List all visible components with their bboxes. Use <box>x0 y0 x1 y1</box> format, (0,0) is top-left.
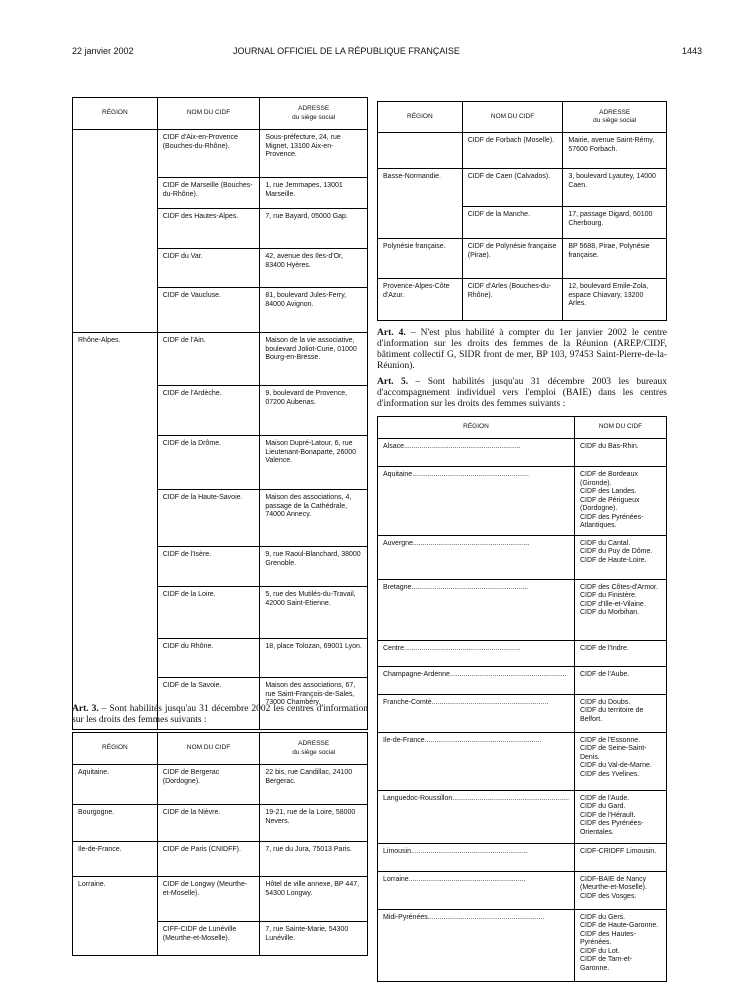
col-cidf: NOM DU CIDF <box>157 733 260 765</box>
table-row <box>378 133 667 169</box>
address-cell: Maison des associations, 67, rue Saint-François-de-Sales, 73000 Chambéry. <box>260 678 368 730</box>
region-cell <box>378 207 463 239</box>
col-cidf: NOM DU CIDF <box>462 102 563 133</box>
table-row <box>378 640 667 666</box>
address-cell: 18, place Tolozan, 69001 Lyon. <box>260 639 368 678</box>
region-label: Alsace <box>383 443 405 450</box>
cidf-cell: CIDF de l'Isère. <box>157 547 260 587</box>
region-cell <box>378 694 575 732</box>
cidf-entry: CIDF des Hautes-Pyrénées. <box>579 930 637 946</box>
region-cell <box>73 922 158 956</box>
cidf-cell <box>574 666 666 694</box>
table-row <box>378 279 667 321</box>
col-cidf: NOM DU CIDF <box>574 417 666 439</box>
table-row <box>378 579 667 640</box>
table-row <box>73 639 368 678</box>
cidf-cell: CIDF de l'Ardèche. <box>157 386 260 436</box>
region-cell <box>73 130 158 178</box>
table-row <box>73 178 368 209</box>
table-row <box>73 842 368 877</box>
leader-dots: ............................................................ <box>411 847 528 855</box>
region-label: Ile-de-France <box>383 736 425 744</box>
cidf-entry: CIDF du Gard. <box>579 803 626 810</box>
cidf-entry: CIDF du Val-de-Marne. <box>579 762 652 769</box>
region-cell <box>378 790 575 843</box>
region-cell <box>73 587 158 639</box>
cidf-entry: CIDF des Pyrénées-Orientales. <box>579 820 644 836</box>
region-cell <box>73 547 158 587</box>
cidf-cell: CIDF de Forbach (Moselle). <box>462 133 563 169</box>
cidf-entry: CIDF de Périgueux (Dordogne). <box>579 496 640 512</box>
table-row <box>73 765 368 805</box>
cidf-entry: CIDF de l'Aube. <box>579 670 630 678</box>
cidf-entry: CIDF des Yvelines. <box>579 770 640 778</box>
cidf-cell: CIDF de Bergerac (Dordogne). <box>157 765 260 805</box>
cidf-cell: CIDF de l'Ain. <box>157 333 260 386</box>
region-cell: Basse-Normandie. <box>378 169 463 207</box>
leader-dots: ............................................................ <box>404 644 521 652</box>
cidf-cell: CIDF de la Drôme. <box>157 436 260 490</box>
address-cell: 7, rue du Jura, 75013 Paris. <box>260 842 368 877</box>
cidf-entry: CIDF de Seine-Saint-Denis. <box>579 745 647 761</box>
address-cell: Maison de la vie associative, boulevard Joliot-Curie, 01000 Bourg-en-Bresse. <box>260 333 368 386</box>
cidf-entry: CIDF de Tarn-et-Garonne. <box>579 956 632 972</box>
cidf-entry: CIDF des Côtes-d'Armor. <box>579 583 658 591</box>
table-row <box>378 535 667 579</box>
address-cell: 22 bis, rue Candillac, 24100 Bergerac. <box>260 765 368 805</box>
region-cell <box>378 439 575 467</box>
cidf-cell: CIDF de Polynésie française (Pirae). <box>462 239 563 279</box>
table-row <box>378 843 667 871</box>
region-label: Bretagne <box>383 583 412 591</box>
cidf-entry: CIDF de l'Hérault. <box>579 811 636 819</box>
address-cell: Sous-préfecture, 24, rue Mignet, 13100 Aix-en-Provence. <box>260 130 368 178</box>
region-cell <box>378 909 575 981</box>
cidf-cell: CIDF du Rhône. <box>157 639 260 678</box>
cidf-entry: CIDF de l'Aude. <box>579 794 630 802</box>
address-cell: 81, boulevard Jules-Ferry, 84000 Avignon. <box>260 288 368 333</box>
region-cell <box>378 579 575 640</box>
region-cell <box>378 467 575 536</box>
table-row <box>378 239 667 279</box>
region-cell <box>73 436 158 490</box>
cidf-entry: CIDF des Vosges. <box>579 892 637 900</box>
cidf-cell: CIDF de Vaucluse. <box>157 288 260 333</box>
cidf-table-right <box>377 101 667 321</box>
cidf-cell: CIFF-CIDF de Lunéville (Meurthe-et-Moselle). <box>157 922 260 956</box>
article-3: Art. 3. – Sont habilités jusqu'au 31 décembre 2002 les centres d'information sur les droits des femmes suivants : <box>72 704 369 725</box>
cidf-table-left <box>72 97 368 730</box>
table-row <box>378 169 667 207</box>
region-cell <box>378 133 463 169</box>
cidf-entry: CIDF du Finistère. <box>579 592 637 599</box>
cidf-entry: CIDF de Haute-Loire. <box>579 556 647 564</box>
col-region: RÉGION <box>73 98 158 130</box>
cidf-entry: CIDF de Bordeaux (Gironde). <box>579 471 638 487</box>
table-row <box>378 467 667 536</box>
region-cell: Ile-de-France. <box>73 842 158 877</box>
table-row <box>73 130 368 178</box>
region-cell <box>73 490 158 547</box>
leader-dots: ............................................................ <box>411 583 529 591</box>
article-5: Art. 5. – Sont habilités jusqu'au 31 décembre 2003 les bureaux d'accompagnement individuel vers l'emploi (BAIE) dans les centres d'information sur les droits des femmes suivants : <box>377 377 667 409</box>
address-cell: 3, boulevard Lyautey, 14000 Caen. <box>563 169 667 207</box>
table-row <box>73 436 368 490</box>
address-cell: Maison Dupré-Latour, 6, rue Lieutenant-Bonaparte, 26000 Valence. <box>260 436 368 490</box>
address-cell: 7, rue Bayard, 05000 Gap. <box>260 209 368 249</box>
cidf-cell: CIDF des Hautes-Alpes. <box>157 209 260 249</box>
table-row <box>378 790 667 843</box>
address-cell: 42, avenue des Iles-d'Or, 83400 Hyères. <box>260 249 368 288</box>
col-adresse: ADRESSE du siège social <box>260 733 368 765</box>
region-cell <box>73 249 158 288</box>
region-cell: Rhône-Alpes. <box>73 333 158 386</box>
leader-dots: ............................................................ <box>412 471 529 478</box>
region-cell: Bourgogne. <box>73 805 158 842</box>
cidf-entry: CIDF du Bas-Rhin. <box>579 443 639 450</box>
region-label: Champagne-Ardenne <box>383 670 450 678</box>
cidf-cell <box>574 871 666 909</box>
address-cell: Maison des associations, 4, passage de la Cathédrale, 74000 Annecy. <box>260 490 368 547</box>
leader-dots: ............................................................ <box>412 539 530 547</box>
address-cell: 7, rue Sainte-Marie, 54300 Lunéville. <box>260 922 368 956</box>
leader-dots: ............................................................ <box>431 698 549 706</box>
cidf-cell: CIDF de Marseille (Bouches-du-Rhône). <box>157 178 260 209</box>
cidf-cell <box>574 535 666 579</box>
table-row <box>73 805 368 842</box>
region-label: Midi-Pyrénées <box>383 913 428 921</box>
address-cell: 9, boulevard de Provence, 07200 Aubenas. <box>260 386 368 436</box>
cidf-cell <box>574 640 666 666</box>
leader-dots: ............................................................ <box>404 443 521 450</box>
leader-dots: ............................................................ <box>408 875 526 883</box>
cidf-cell: CIDF de la Haute-Savoie. <box>157 490 260 547</box>
region-cell <box>378 871 575 909</box>
cidf-entry: CIDF de Haute-Garonne. <box>579 922 659 929</box>
table-row <box>378 732 667 790</box>
cidf-cell: CIDF de Longwy (Meurthe-et-Moselle). <box>157 877 260 922</box>
table-row <box>73 209 368 249</box>
table-row <box>73 877 368 922</box>
cidf-entry: CIDF de l'Essonne. <box>579 736 641 744</box>
cidf-cell <box>574 439 666 467</box>
cidf-entry: CIDF du territoire de Belfort. <box>579 707 644 723</box>
region-label: Limousin <box>383 847 412 855</box>
cidf-cell: CIDF du Var. <box>157 249 260 288</box>
cidf-cell <box>574 843 666 871</box>
cidf-cell: CIDF de la Manche. <box>462 207 563 239</box>
address-cell: 5, rue des Mutilés-du-Travail, 42000 Saint-Etienne. <box>260 587 368 639</box>
cidf-cell: CIDF de la Nièvre. <box>157 805 260 842</box>
cidf-cell <box>574 909 666 981</box>
table-row <box>73 587 368 639</box>
region-cell <box>378 640 575 666</box>
baie-table <box>377 416 667 982</box>
col-region: RÉGION <box>73 733 158 765</box>
region-cell <box>378 732 575 790</box>
region-cell: Lorraine. <box>73 877 158 922</box>
cidf-cell <box>574 732 666 790</box>
region-label: Lorraine <box>383 875 409 883</box>
leader-dots: ............................................................ <box>449 670 567 678</box>
address-cell: 12, boulevard Emile-Zola, espace Chiavary, 13200 Arles. <box>563 279 667 321</box>
cidf-entry: CIDF du Gers. <box>579 913 626 921</box>
table-row <box>73 288 368 333</box>
cidf-cell: CIDF de la Loire. <box>157 587 260 639</box>
region-label: Aquitaine <box>383 471 413 478</box>
table-row <box>378 207 667 239</box>
cidf-entry: CIDF du Doubs. <box>579 698 631 706</box>
address-cell: Mairie, avenue Saint-Rémy, 57600 Forbach. <box>563 133 667 169</box>
address-cell: 19-21, rue de la Loire, 58000 Nevers. <box>260 805 368 842</box>
col-cidf: NOM DU CIDF <box>157 98 260 130</box>
leader-dots: ............................................................ <box>424 736 542 744</box>
cidf-entry: CIDF des Landes. <box>579 488 637 495</box>
cidf-cell: CIDF d'Arles (Bouches-du-Rhône). <box>462 279 563 321</box>
cidf-entry: CIDF du Cantal. <box>579 539 631 547</box>
table-row <box>73 922 368 956</box>
table-row <box>378 909 667 981</box>
region-cell: Aquitaine. <box>73 765 158 805</box>
cidf-cell <box>574 579 666 640</box>
region-label: Franche-Comté <box>383 698 432 706</box>
address-cell: 17, passage Digard, 50100 Cherbourg. <box>563 207 667 239</box>
address-cell: 9, rue Raoul-Blanchard, 38000 Grenoble. <box>260 547 368 587</box>
cidf-entry: CIDF-BAIE de Nancy (Meurthe-et-Moselle). <box>579 875 647 891</box>
col-adresse: ADRESSE du siège social <box>563 102 667 133</box>
region-cell <box>378 535 575 579</box>
journal-title: JOURNAL OFFICIEL DE LA RÉPUBLIQUE FRANÇAISE <box>233 46 460 56</box>
table-row <box>73 547 368 587</box>
table-row <box>73 386 368 436</box>
cidf-entry: CIDF des Pyrénées-Atlantiques. <box>579 513 644 529</box>
table-row <box>378 694 667 732</box>
table-row <box>73 333 368 386</box>
region-cell: Provence-Alpes-Côte d'Azur. <box>378 279 463 321</box>
cidf-entry: CIDF d'Ille-et-Vilaine. <box>579 600 646 608</box>
region-cell <box>73 639 158 678</box>
region-label: Auvergne <box>383 539 413 547</box>
page-date: 22 janvier 2002 <box>72 46 134 56</box>
region-cell <box>73 288 158 333</box>
cidf-cell <box>574 467 666 536</box>
col-region: RÉGION <box>378 417 575 439</box>
cidf-cell <box>574 790 666 843</box>
region-label: Languedoc-Roussillon <box>383 794 453 802</box>
region-cell: Polynésie française. <box>378 239 463 279</box>
region-cell <box>73 209 158 249</box>
table-row <box>378 666 667 694</box>
address-cell: BP 5688, Pirae, Polynésie française. <box>563 239 667 279</box>
region-cell <box>73 178 158 209</box>
cidf-cell: CIDF de Paris (CNIDFF). <box>157 842 260 877</box>
cidf-entry: CIDF du Puy de Dôme. <box>579 548 653 555</box>
cidf-cell <box>574 694 666 732</box>
region-cell <box>378 666 575 694</box>
page-number: 1443 <box>681 46 702 56</box>
cidf-entry: CIDF de l'Indre. <box>579 644 629 652</box>
cidf-cell: CIDF de la Savoie. <box>157 678 260 730</box>
cidf-cell: CIDF de Caen (Calvados). <box>462 169 563 207</box>
col-region: RÉGION <box>378 102 463 133</box>
table-row <box>73 490 368 547</box>
cidf-entry: CIDF du Lot. <box>579 947 620 955</box>
table-row <box>378 439 667 467</box>
region-label: Centre <box>383 644 405 652</box>
address-cell: 1, rue Jemmapes, 13001 Marseille. <box>260 178 368 209</box>
table-row <box>378 871 667 909</box>
cidf-entry: CIDF-CRIDFF Limousin. <box>579 847 657 855</box>
region-cell <box>73 386 158 436</box>
cidf-cell: CIDF d'Aix-en-Provence (Bouches-du-Rhône). <box>157 130 260 178</box>
art3-table <box>72 732 368 956</box>
col-adresse: ADRESSE du siège social <box>260 98 368 130</box>
article-4: Art. 4. – N'est plus habilité à compter du 1er janvier 2002 le centre d'information sur les droits des femmes de la Réunion (AREP/CIDF, bâtiment collectif G, SIDR front de mer, BP 103, 97453 Saint-Pierre-de-la-Réunion). <box>377 328 667 371</box>
address-cell: Hôtel de ville annexe, BP 447, 54300 Longwy. <box>260 877 368 922</box>
region-cell <box>378 843 575 871</box>
cidf-entry: CIDF du Morbihan. <box>579 609 640 616</box>
table-row <box>73 249 368 288</box>
leader-dots: ............................................................ <box>427 913 545 921</box>
leader-dots: ............................................................ <box>452 794 569 802</box>
